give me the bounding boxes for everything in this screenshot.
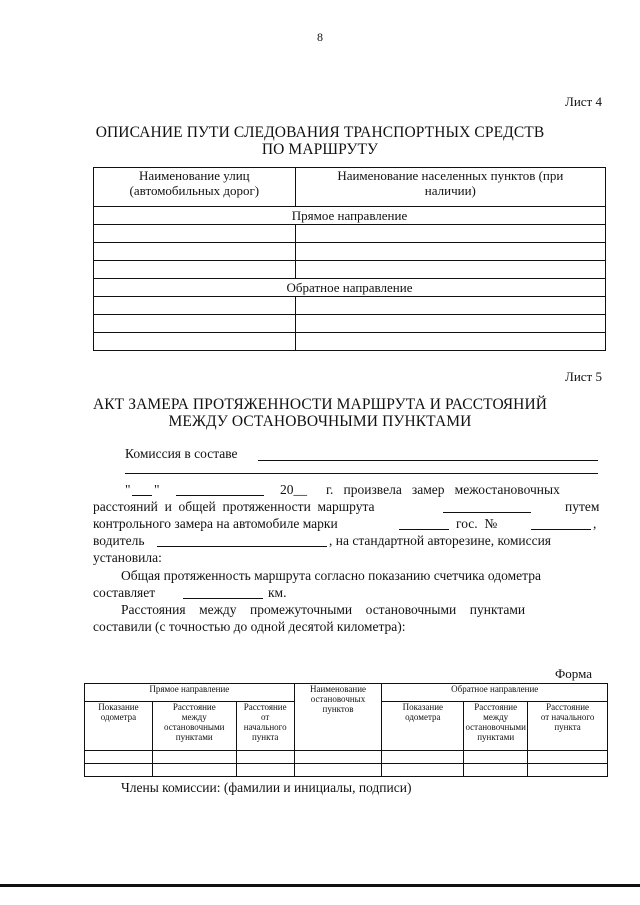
start-line1: Расстояние — [243, 702, 287, 712]
table-cell[interactable] — [94, 225, 296, 243]
commission-members: Члены комиссии: (фамилии и инициалы, подписи) — [121, 780, 412, 795]
form-label: Форма — [555, 666, 592, 681]
table-cell[interactable] — [94, 333, 296, 351]
commission-blank-line-2[interactable] — [125, 473, 598, 474]
measurement-text-2-end: путем — [565, 499, 600, 514]
measurement-text-2: расстояний и общей протяженности маршрута — [93, 499, 375, 514]
settlements-header-line2: наличии) — [424, 183, 476, 198]
table-cell[interactable] — [295, 333, 605, 351]
odometer-line1: Показание — [98, 702, 139, 712]
start-line3: начального — [243, 722, 287, 732]
table-cell[interactable] — [382, 764, 464, 777]
start-line4: пункта — [251, 732, 279, 742]
table-cell[interactable] — [294, 764, 382, 777]
table-cell[interactable] — [295, 315, 605, 333]
dist-line2: между — [181, 712, 207, 722]
sheet-4-title-line2: ПО МАРШРУТУ — [261, 141, 379, 158]
table-row — [94, 333, 606, 351]
table-cell[interactable] — [94, 243, 296, 261]
dist-line4: пунктами — [477, 732, 515, 742]
dist-line2: между — [483, 712, 509, 722]
table-cell[interactable] — [94, 297, 296, 315]
table-cell[interactable] — [464, 764, 528, 777]
commission-label: Комиссия в составе — [125, 446, 238, 461]
forward-distance-between-header — [152, 702, 236, 751]
sheet-5-label: Лист 5 — [565, 369, 602, 384]
stops-header-line3: пунктов — [322, 704, 354, 714]
table-cell[interactable] — [295, 243, 605, 261]
table-cell[interactable] — [152, 764, 236, 777]
page-bottom-rule — [0, 884, 640, 887]
settlements-column-header — [295, 168, 605, 207]
route-blank[interactable] — [443, 512, 531, 513]
forward-direction-row: Прямое направление — [94, 207, 606, 225]
start-line2: от — [260, 712, 270, 722]
commission-blank-line[interactable] — [258, 460, 598, 461]
driver-text: , на стандартной авторезине, комиссия — [329, 533, 552, 548]
driver-name-blank[interactable] — [157, 546, 327, 547]
distances-text-2: составили (с точностью до одной десятой километра): — [93, 619, 406, 634]
month-blank[interactable] — [176, 495, 264, 496]
table-row — [94, 225, 606, 243]
established-text: установила: — [93, 550, 162, 565]
stops-column-header — [294, 684, 382, 751]
sheet-4-label: Лист 4 — [565, 94, 602, 109]
table-row — [94, 243, 606, 261]
dist-line1: Расстояние — [172, 702, 216, 712]
total-length-text: Общая протяженность маршрута согласно показанию счетчика одометра — [121, 568, 541, 583]
sheet-4-title-line1: ОПИСАНИЕ ПУТИ СЛЕДОВАНИЯ ТРАНСПОРТНЫХ СРЕДСТВ — [95, 124, 545, 141]
vehicle-text: контрольного замера на автомобиле марки — [93, 516, 338, 531]
amounts-label: составляет — [93, 585, 156, 600]
dist-line3: остановочными — [465, 722, 526, 732]
vehicle-brand-blank[interactable] — [399, 529, 449, 530]
distances-text-1: Расстояния между промежуточными остановочными пунктами — [121, 602, 526, 617]
dist-line4: пунктами — [175, 732, 213, 742]
date-quote-open: " — [125, 482, 131, 497]
table-cell[interactable] — [295, 261, 605, 279]
measurement-text-1: г. произвела замер межостановочных — [326, 482, 560, 497]
route-description-table — [93, 167, 606, 351]
odometer-line2: одометра — [100, 712, 137, 722]
table-row — [94, 297, 606, 315]
rstart-line1: Расстояние — [546, 702, 590, 712]
table-cell[interactable] — [528, 764, 608, 777]
table-cell[interactable] — [236, 764, 294, 777]
total-km-blank[interactable] — [183, 598, 263, 599]
odometer-line1: Показание — [402, 702, 444, 712]
table-cell[interactable] — [528, 751, 608, 764]
plate-label: гос. № — [456, 516, 498, 531]
sheet-5-title-line1: АКТ ЗАМЕРА ПРОТЯЖЕННОСТИ МАРШРУТА И РАССТОЯНИЙ — [92, 396, 548, 413]
driver-label: водитель — [93, 533, 145, 548]
table-cell[interactable] — [295, 297, 605, 315]
table-row — [94, 315, 606, 333]
distance-measurement-table — [84, 683, 608, 777]
stops-header-line1: Наименование — [309, 684, 367, 694]
table-cell[interactable] — [236, 751, 294, 764]
table-cell[interactable] — [382, 751, 464, 764]
stops-header-line2: остановочных — [310, 694, 366, 704]
table-cell[interactable] — [152, 751, 236, 764]
table-cell[interactable] — [464, 751, 528, 764]
km-unit: км. — [268, 585, 287, 600]
date-quote-close: " — [154, 482, 160, 497]
rstart-line2: от начального — [540, 712, 595, 722]
rstart-line3: пункта — [554, 722, 581, 732]
plate-number-blank[interactable] — [531, 529, 591, 530]
forward-direction-header: Прямое направление — [85, 684, 295, 702]
table-cell[interactable] — [295, 225, 605, 243]
year-label: 20__ — [280, 482, 307, 497]
streets-header-line2: (автомобильных дорог) — [129, 183, 260, 198]
table-cell[interactable] — [94, 315, 296, 333]
forward-odometer-header — [85, 702, 153, 751]
page-number: 8 — [317, 30, 323, 44]
streets-header-line1: Наименование улиц — [139, 168, 250, 183]
table-cell[interactable] — [85, 751, 153, 764]
table-row — [85, 764, 608, 777]
reverse-direction-header: Обратное направление — [382, 684, 608, 702]
forward-distance-start-header — [236, 702, 294, 751]
table-row — [94, 261, 606, 279]
reverse-odometer-header — [382, 702, 464, 751]
table-cell[interactable] — [294, 751, 382, 764]
dist-line1: Расстояние — [474, 702, 518, 712]
reverse-distance-between-header — [464, 702, 528, 751]
day-blank[interactable] — [132, 495, 152, 496]
odometer-line2: одометра — [405, 712, 441, 722]
streets-column-header — [94, 168, 296, 207]
reverse-distance-start-header — [528, 702, 608, 751]
table-cell[interactable] — [94, 261, 296, 279]
settlements-header-line1: Наименование населенных пунктов (при — [337, 168, 564, 183]
sheet-5-title-line2: МЕЖДУ ОСТАНОВОЧНЫМИ ПУНКТАМИ — [168, 413, 472, 430]
plate-comma: , — [593, 516, 597, 531]
table-cell[interactable] — [85, 764, 153, 777]
reverse-direction-row: Обратное направление — [94, 279, 606, 297]
table-row — [85, 751, 608, 764]
dist-line3: остановочными — [164, 722, 225, 732]
